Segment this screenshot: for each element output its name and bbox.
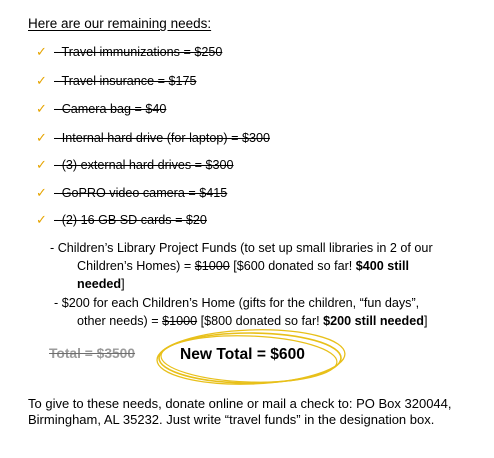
checklist-item-text: - Internal hard drive (for laptop) = $300	[54, 131, 270, 145]
library-old-amount: $1000	[194, 259, 230, 273]
old-total: Total = $3500	[49, 346, 136, 361]
checklist-item	[36, 101, 166, 119]
checklist-item-text: - Travel immunizations = $250	[54, 45, 223, 59]
library-line-2-middle: [$600 donated so far!	[229, 259, 356, 273]
homes-line-2-middle: [$800 donated so far!	[197, 314, 324, 328]
checklist-item	[36, 157, 234, 175]
checklist-item	[36, 44, 222, 62]
library-line-2	[50, 257, 433, 275]
homes-old-amount: $1000	[162, 314, 198, 328]
homes-line-1: - $200 for each Children’s Home (gifts for the children, “fun days”,	[54, 296, 420, 310]
check-icon: ✓	[36, 73, 47, 88]
checklist-item	[36, 212, 207, 230]
new-total: New Total = $600	[180, 346, 305, 363]
footer-line-1: To give to these needs, donate online or mail a check to: PO Box 320044,	[28, 396, 452, 411]
checklist-item-text: - (2) 16 GB SD cards = $20	[54, 213, 207, 227]
checklist-item	[36, 130, 270, 148]
library-needed-word: needed	[77, 277, 122, 291]
homes-line-2-prefix: other needs) =	[77, 314, 163, 328]
checklist-item	[36, 185, 227, 203]
check-icon: ✓	[36, 157, 47, 172]
checklist-item-text: - Travel insurance = $175	[54, 74, 197, 88]
library-line-2-prefix: Children’s Homes) =	[77, 259, 195, 273]
page-heading: Here are our remaining needs:	[28, 16, 212, 31]
childrens-home-paragraph	[54, 294, 427, 330]
checklist-item	[36, 73, 196, 91]
check-icon: ✓	[36, 185, 47, 200]
checklist-item-text: - GoPRO video camera = $415	[54, 186, 228, 200]
donation-instructions	[28, 396, 452, 428]
homes-still-needed: $200 still needed	[323, 314, 424, 328]
homes-line-2-end: ]	[423, 314, 428, 328]
checklist-item-text: - (3) external hard drives = $300	[54, 158, 234, 172]
check-icon: ✓	[36, 44, 47, 59]
check-icon: ✓	[36, 101, 47, 116]
check-icon: ✓	[36, 212, 47, 227]
library-line-1: - Children’s Library Project Funds (to set up small libraries in 2 of our	[50, 241, 433, 255]
library-still-needed: $400 still	[355, 259, 409, 273]
library-line-3-end: ]	[121, 277, 125, 291]
footer-line-2: Birmingham, AL 35232. Just write “travel funds” in the designation box.	[28, 412, 435, 427]
library-project-paragraph	[50, 239, 433, 293]
library-line-3	[50, 275, 433, 293]
check-icon: ✓	[36, 130, 47, 145]
checklist-item-text: - Camera bag = $40	[54, 102, 167, 116]
